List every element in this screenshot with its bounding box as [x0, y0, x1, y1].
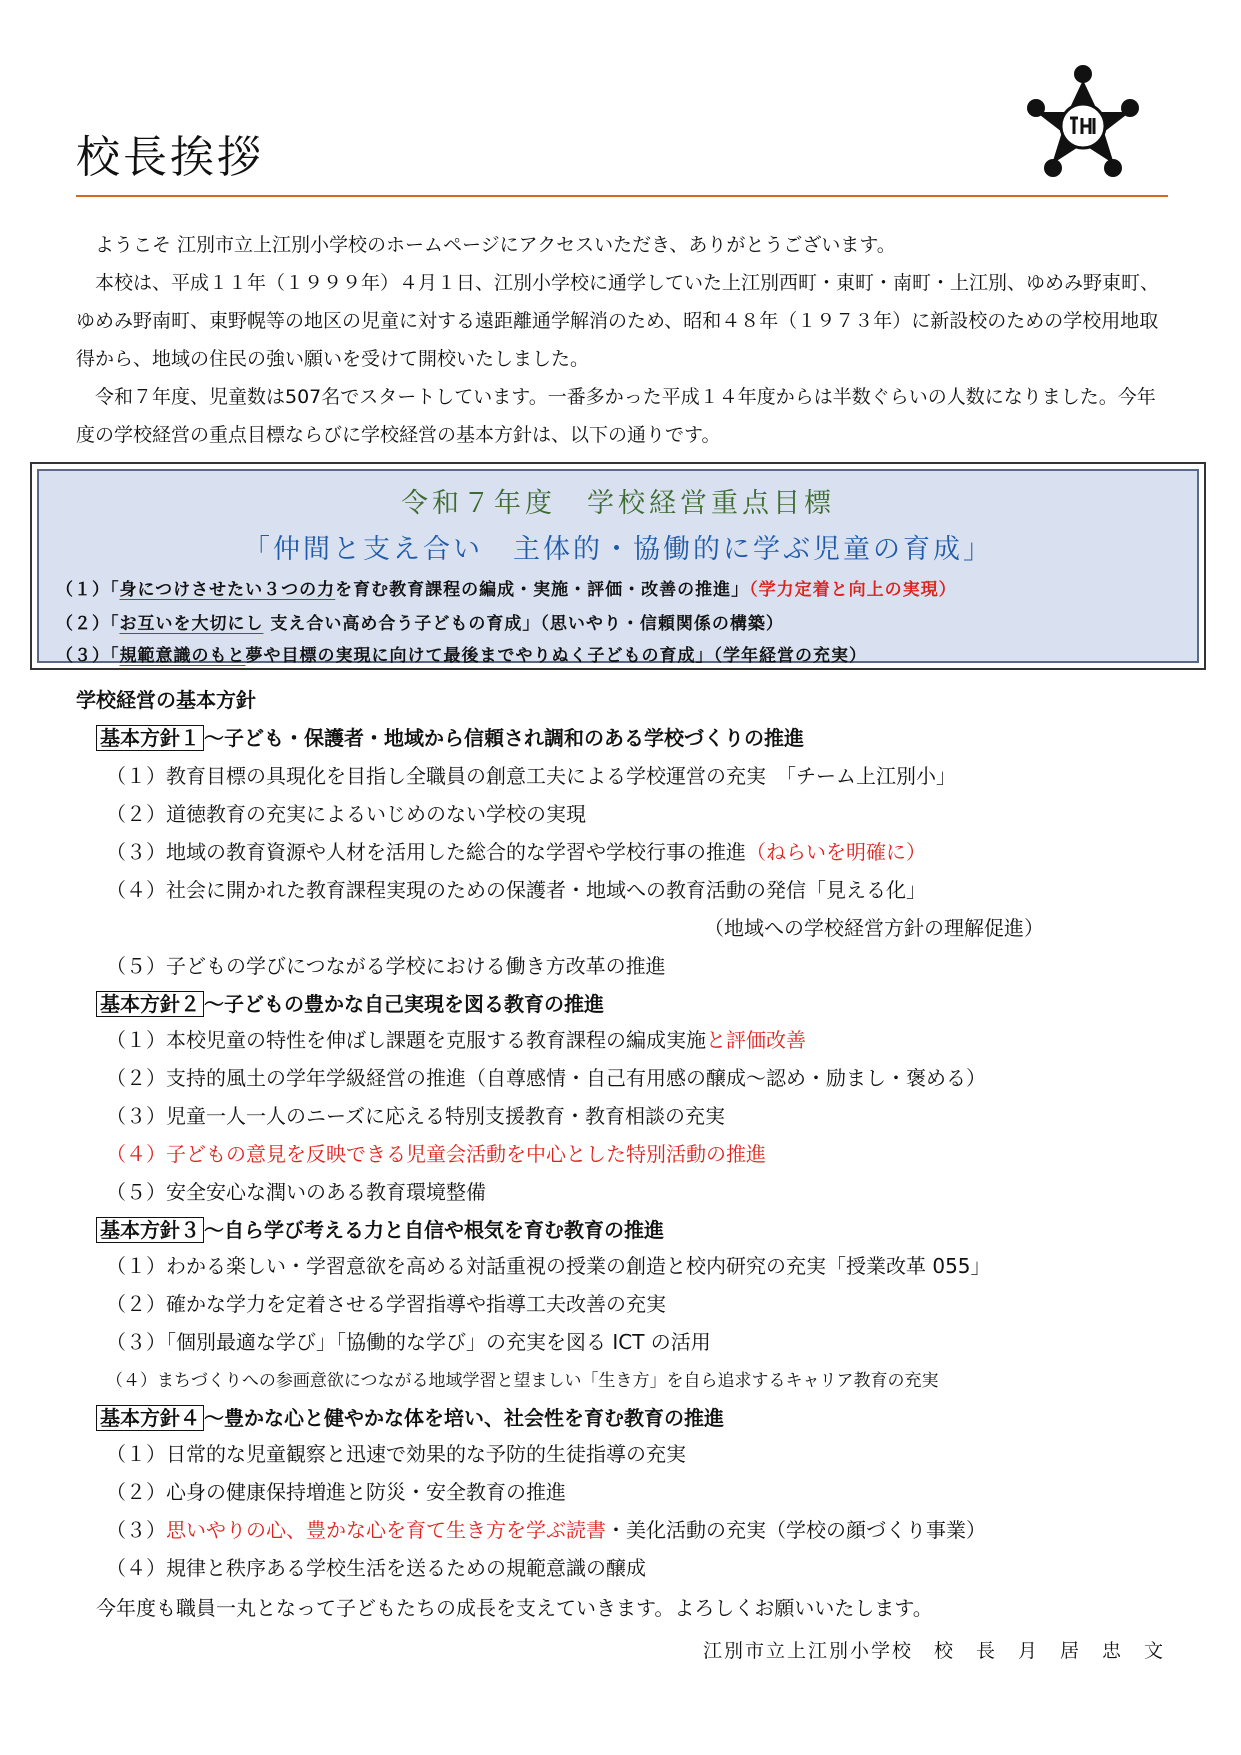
- goals-subtitle: 「仲間と支え合い 主体的・協働的に学ぶ児童の育成」: [243, 534, 993, 565]
- priority-goals-box: [30, 462, 1206, 670]
- policy-title: ～自ら学び考える力と自信や根気を育む教育の推進: [204, 1218, 664, 1242]
- policy-4-heading: [96, 1402, 724, 1431]
- goal-number: （１）「: [56, 580, 120, 600]
- goal-underlined: 身につけさせたい３つの力: [119, 580, 336, 600]
- policy-2-item-3: （３）児童一人一人のニーズに応える特別支援教育・教育相談の充実: [106, 1104, 725, 1128]
- policy-1-heading: [96, 722, 804, 751]
- policy-label: 基本方針４: [96, 1405, 204, 1431]
- school-emblem-icon: [1018, 60, 1148, 190]
- policy-2-item-1: [106, 1024, 806, 1053]
- goal-item-3: [56, 641, 867, 666]
- policy-2-heading: [96, 988, 604, 1017]
- goal-item-2: [56, 609, 784, 634]
- policy-label: 基本方針１: [96, 725, 204, 751]
- policy-2-item-5: （５）安全安心な潤いのある教育環境整備: [106, 1180, 486, 1204]
- item-red-text: （ねらいを明確に）: [746, 840, 926, 864]
- goal-number: （２）「: [56, 614, 120, 634]
- policy-label: 基本方針３: [96, 1217, 204, 1243]
- policy-2-item-2: （２）支持的風土の学年学級経営の推進（自尊感情・自己有用感の醸成～認め・励まし・褒める）: [106, 1066, 986, 1090]
- item-text: （１）本校児童の特性を伸ばし課題を克服する教育課程の編成実施: [106, 1028, 706, 1052]
- policy-1-item-3: [106, 836, 926, 865]
- policy-3-item-3: （３）「個別最適な学び」「協働的な学び」の充実を図る ICT の活用: [106, 1330, 711, 1354]
- goal-item-1: [56, 575, 957, 600]
- policy-3-item-2: （２）確かな学力を定着させる学習指導や指導工夫改善の充実: [106, 1292, 666, 1316]
- policy-3-item-4: （４）まちづくりへの参画意欲につながる地域学習と望ましい「生き方」を自ら追求するキャリア教育の充実: [106, 1371, 939, 1391]
- policy-3-item-1: （１）わかる楽しい・学習意欲を高める対話重視の授業の創造と校内研究の充実「授業改革 055」: [106, 1254, 991, 1278]
- policy-title: ～豊かな心と健やかな体を培い、社会性を育む教育の推進: [204, 1406, 724, 1430]
- policy-title: ～子ども・保護者・地域から信頼され調和のある学校づくりの推進: [204, 726, 804, 750]
- policy-1-item-4: （４）社会に開かれた教育課程実現のための保護者・地域への教育活動の発信「見える化」: [106, 878, 926, 902]
- item-text: （３）地域の教育資源や人材を活用した総合的な学習や学校行事の推進: [106, 840, 746, 864]
- policy-heading: 学校経営の基本方針: [76, 688, 256, 712]
- goal-red-note: （学力定着と向上の実現）: [749, 580, 957, 600]
- policy-title: ～子どもの豊かな自己実現を図る教育の推進: [204, 992, 604, 1016]
- item-number: （３）: [106, 1518, 166, 1542]
- page-title: 校長挨拶: [76, 132, 264, 183]
- goal-underlined: お互いを大切にし: [119, 614, 264, 634]
- title-divider: [76, 195, 1168, 197]
- goal-text: を育む教育課程の編成・実施・評価・改善の推進」: [335, 580, 750, 600]
- goal-number: （３）「: [56, 646, 120, 666]
- intro-paragraph: 令和７年度、児童数は507名でスタートしています。一番多かった平成１４年度からは半数ぐらいの人数になりました。今年度の学校経営の重点目標ならびに学校経営の基本方針は、以下の通りです。: [76, 386, 1156, 446]
- policy-4-item-1: （１）日常的な児童観察と迅速で効果的な予防的生徒指導の充実: [106, 1442, 686, 1466]
- goal-underlined: 規範意識のもと: [119, 646, 246, 666]
- closing-message: 今年度も職員一丸となって子どもたちの成長を支えていきます。よろしくお願いいたします。: [96, 1596, 933, 1620]
- goal-text: 夢や目標の実現に向けて最後までやりぬく子どもの育成」（学年経営の充実）: [245, 646, 867, 666]
- item-red-text: 思いやりの心、豊かな心を育て生き方を学ぶ読書: [166, 1518, 606, 1542]
- goals-title: 令和７年度 学校経営重点目標: [401, 488, 835, 519]
- signature: 江別市立上江別小学校 校 長 月 居 忠 文: [702, 1640, 1165, 1662]
- item-red-text: と評価改善: [706, 1028, 806, 1052]
- policy-1-item-4-note: （地域への学校経営方針の理解促進）: [704, 916, 1044, 940]
- priority-goals-panel: [37, 469, 1199, 666]
- policy-4-item-3: [106, 1514, 986, 1543]
- policy-label: 基本方針２: [96, 991, 204, 1017]
- policy-4-item-2: （２）心身の健康保持増進と防災・安全教育の推進: [106, 1480, 566, 1504]
- policy-3-heading: [96, 1214, 664, 1243]
- policy-4-item-4: （４）規律と秩序ある学校生活を送るための規範意識の醸成: [106, 1556, 646, 1580]
- policy-2-item-4: （４）子どもの意見を反映できる児童会活動を中心とした特別活動の推進: [106, 1142, 766, 1166]
- intro-paragraph: 本校は、平成１１年（１９９９年）４月１日、江別小学校に通学していた上江別西町・東町・南町・上江別、ゆめみ野東町、ゆめみ野南町、東野幌等の地区の児童に対する遠距離通学解消のため、昭和４８年（１９７３年）に新設校のための学校用地取得から、地域の住民の強い願いを受けて開校いたしました。: [76, 272, 1160, 370]
- policy-1-item-5: （５）子どもの学びにつながる学校における働き方改革の推進: [106, 954, 666, 978]
- intro-paragraph: ようこそ 江別市立上江別小学校のホームページにアクセスいただき、ありがとうございます。: [95, 234, 896, 256]
- goal-text: 支え合い高め合う子どもの育成」（思いやり・信頼関係の構築）: [263, 614, 784, 634]
- intro-text: [76, 226, 1168, 454]
- policy-1-item-1: （１）教育目標の具現化を目指し全職員の創意工夫による学校運営の充実 「チーム上江別小」: [106, 764, 956, 788]
- item-text: ・美化活動の充実（学校の顔づくり事業）: [606, 1518, 986, 1542]
- policy-1-item-2: （２）道徳教育の充実によるいじめのない学校の実現: [106, 802, 586, 826]
